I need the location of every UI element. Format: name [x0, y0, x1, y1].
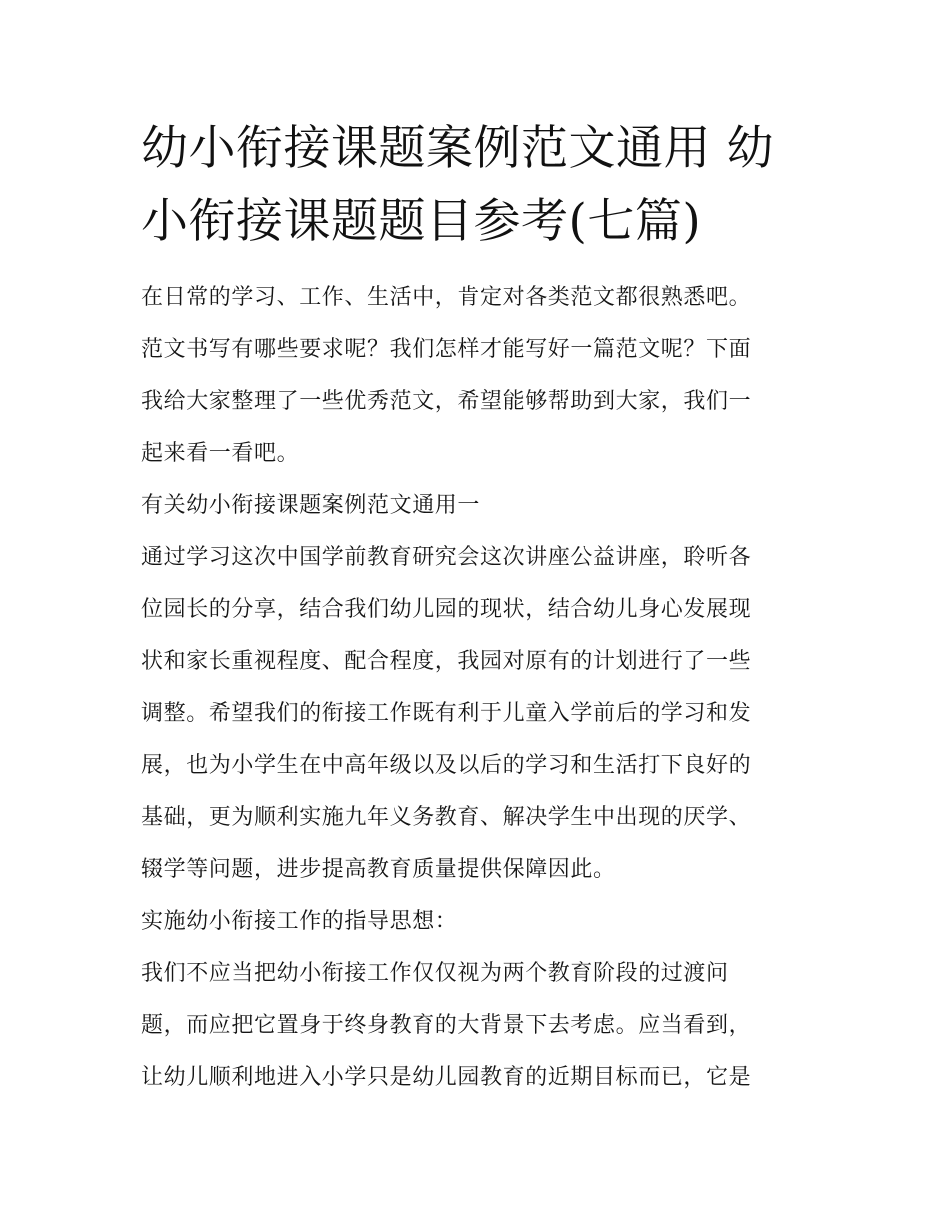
body-line-3: 我给大家整理了一些优秀范文，希望能够帮助到大家，我们一 [141, 389, 752, 414]
body-line-16: 让幼儿顺利地进入小学只是幼儿园教育的近期目标而已，它是 [141, 1065, 752, 1090]
body-line-2: 范文书写有哪些要求呢？我们怎样才能写好一篇范文呢？下面 [141, 337, 752, 362]
body-line-7: 位园长的分享，结合我们幼儿园的现状，结合幼儿身心发展现 [141, 597, 752, 622]
body-line-1: 在日常的学习、工作、生活中，肯定对各类范文都很熟悉吧。 [141, 285, 752, 310]
title-line-2: 小衔接课题题目参考(七篇) [141, 194, 702, 249]
body-line-6: 通过学习这次中国学前教育研究会这次讲座公益讲座，聆听各 [141, 545, 752, 570]
subheading-guiding-thought: 实施幼小衔接工作的指导思想： [141, 909, 458, 934]
body-line-11: 基础，更为顺利实施九年义务教育、解决学生中出现的厌学、 [141, 805, 752, 830]
section-heading: 有关幼小衔接课题案例范文通用一 [141, 493, 481, 518]
title-line-1: 幼小衔接课题案例范文通用 幼 [141, 121, 774, 176]
body-line-10: 展，也为小学生在中高年级以及以后的学习和生活打下良好的 [141, 753, 752, 778]
document-page [141, 112, 813, 1104]
body-line-14: 我们不应当把幼小衔接工作仅仅视为两个教育阶段的过渡问 [141, 961, 729, 986]
body-line-4: 起来看一看吧。 [141, 441, 300, 466]
body-line-15: 题，而应把它置身于终身教育的大背景下去考虑。应当看到， [141, 1013, 752, 1038]
body-line-8: 状和家长重视程度、配合程度，我园对原有的计划进行了一些 [141, 649, 752, 674]
document-title [141, 112, 813, 258]
document-body [141, 272, 813, 1104]
body-line-9: 调整。希望我们的衔接工作既有利于儿童入学前后的学习和发 [141, 701, 752, 726]
body-line-12: 辍学等问题，进步提高教育质量提供保障因此。 [141, 857, 616, 882]
